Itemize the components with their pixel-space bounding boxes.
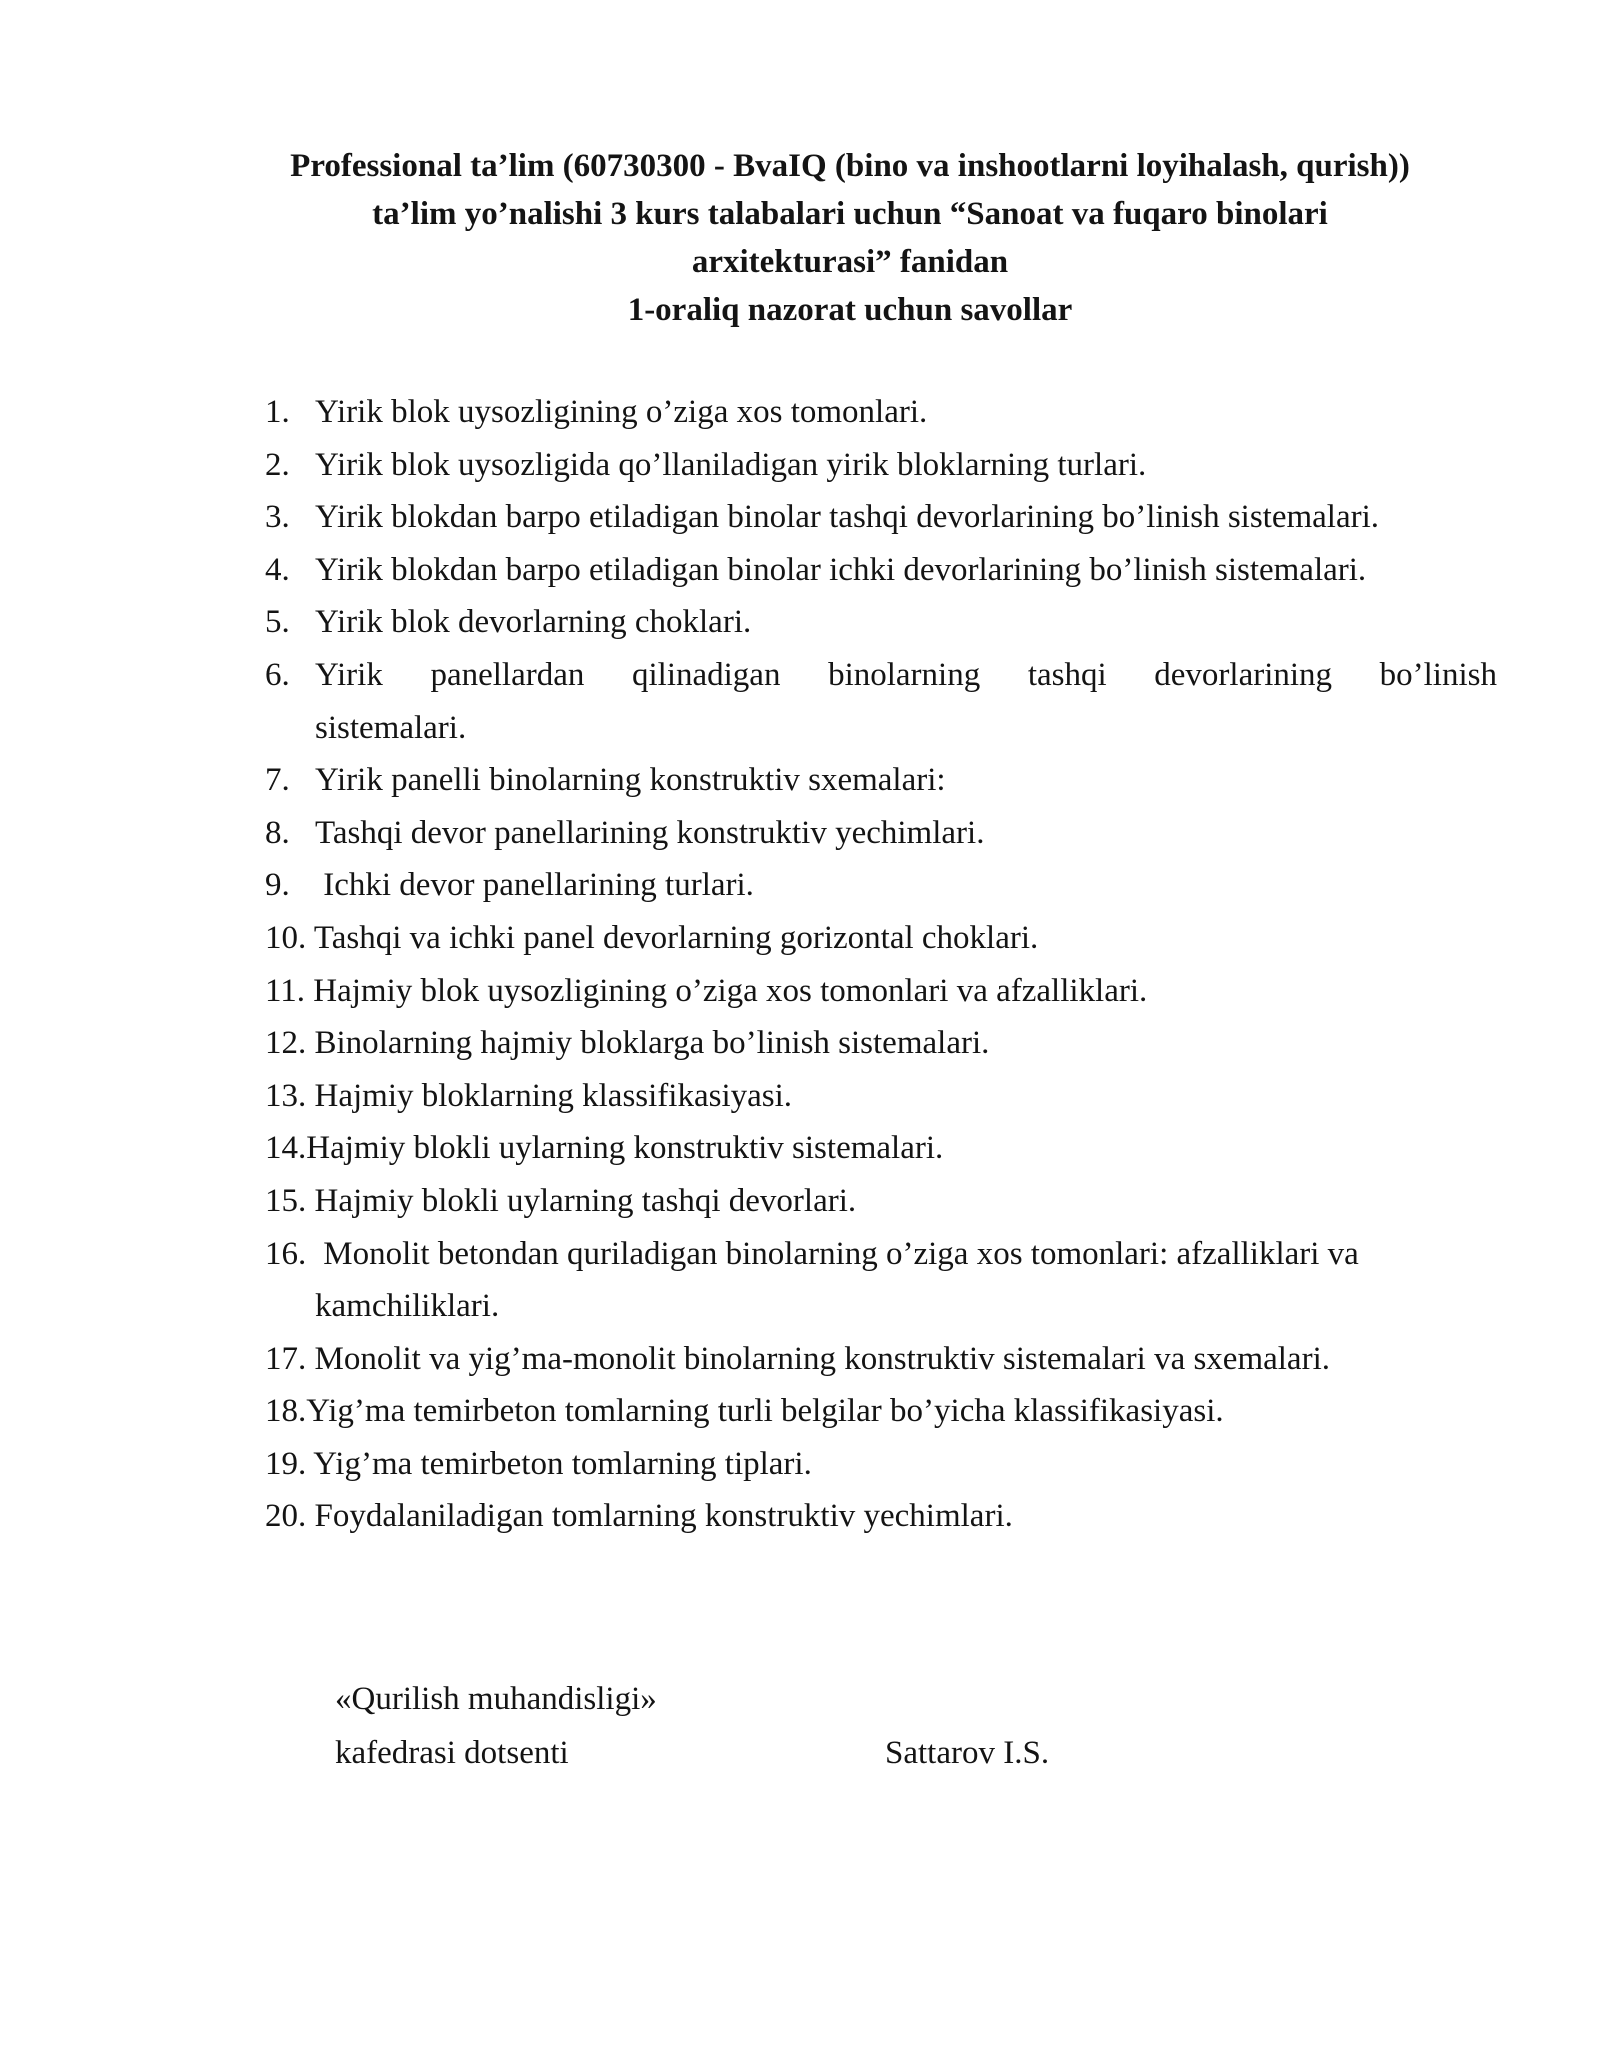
question-item: [265, 754, 1497, 807]
question-list: [265, 386, 1497, 1543]
question-item: [265, 491, 1497, 544]
question-item: [265, 1017, 1497, 1070]
position-title: kafedrasi dotsenti: [335, 1735, 569, 1771]
question-number: 5.: [265, 604, 290, 641]
question-number: 4.: [265, 551, 290, 588]
question-item: [265, 1333, 1497, 1386]
question-text: Ichki devor panellarining turlari.: [315, 867, 754, 904]
question-number: 13.: [265, 1077, 307, 1114]
department-name: «Qurilish muhandisligi»: [335, 1681, 657, 1717]
question-item: [265, 544, 1497, 597]
question-text: Tashqi devor panellarining konstruktiv yechimlari.: [315, 814, 985, 851]
question-text: Hajmiy bloklarning klassifikasiyasi.: [314, 1077, 793, 1114]
question-item: [265, 1490, 1497, 1543]
question-item: [265, 649, 1497, 754]
question-item: [265, 965, 1497, 1018]
question-number: 11.: [265, 972, 306, 1009]
question-item: [265, 1122, 1497, 1175]
question-number: 1.: [265, 394, 290, 430]
question-number: 16.: [265, 1235, 307, 1272]
question-text: Yirik panellardan qilinadigan binolarning tashqi devorlarining bo’linish: [315, 656, 1497, 693]
question-text: Foydalaniladigan tomlarning konstruktiv yechimlari.: [314, 1498, 1013, 1535]
title-line-2: ta’lim yo’nalishi 3 kurs talabalari uchun “Sanoat va fuqaro binolari: [372, 196, 1328, 232]
question-number: 14.: [265, 1130, 307, 1167]
title-line-3: arxitekturasi” fanidan: [691, 244, 1009, 280]
question-text: Hajmiy blokli uylarning tashqi devorlari.: [314, 1182, 857, 1219]
question-number: 19.: [265, 1445, 307, 1482]
question-item: [265, 439, 1497, 492]
question-number: 20.: [265, 1498, 307, 1535]
document-title: [200, 142, 1500, 334]
question-item: [265, 912, 1497, 965]
question-text: Monolit betondan quriladigan binolarning o’ziga xos tomonlari: afzalliklari va: [315, 1235, 1359, 1272]
question-text: Yirik panelli binolarning konstruktiv sxemalari:: [315, 762, 946, 799]
question-text: Hajmiy blok uysozligining o’ziga xos tomonlari va afzalliklari.: [313, 972, 1148, 1009]
question-number: 8.: [265, 814, 290, 851]
question-item: [265, 386, 1497, 439]
question-text-continuation: kamchiliklari.: [315, 1288, 500, 1325]
question-item: [265, 1438, 1497, 1491]
question-text-continuation: sistemalari.: [315, 709, 467, 746]
question-number: 12.: [265, 1025, 307, 1062]
question-number: 2.: [265, 446, 290, 483]
question-item: [265, 1385, 1497, 1438]
question-item: [265, 596, 1497, 649]
question-number: 9.: [265, 867, 290, 904]
question-item: [265, 1070, 1497, 1123]
signature-block: [335, 1672, 1049, 1780]
question-item: [265, 1228, 1497, 1333]
question-number: 7.: [265, 762, 290, 799]
question-text: Tashqi va ichki panel devorlarning gorizontal choklari.: [313, 919, 1039, 956]
question-text: Yig’ma temirbeton tomlarning turli belgilar bo’yicha klassifikasiyasi.: [306, 1393, 1224, 1430]
question-item: [265, 1175, 1497, 1228]
question-number: 15.: [265, 1182, 307, 1219]
question-number: 6.: [265, 656, 290, 693]
question-text: Binolarning hajmiy bloklarga bo’linish sistemalari.: [314, 1025, 990, 1062]
question-text: Yirik blokdan barpo etiladigan binolar tashqi devorlarining bo’linish sistemalari.: [315, 499, 1380, 536]
question-text: Yirik blok devorlarning choklari.: [315, 604, 752, 641]
question-text: Yirik blokdan barpo etiladigan binolar ichki devorlarining bo’linish sistemalari.: [315, 551, 1367, 588]
question-number: 3.: [265, 499, 290, 536]
question-text: Yig’ma temirbeton tomlarning tiplari.: [313, 1445, 812, 1482]
question-number: 17.: [265, 1340, 307, 1377]
author-name: Sattarov I.S.: [885, 1735, 1050, 1771]
question-item: [265, 859, 1497, 912]
question-number: 18.: [265, 1393, 307, 1430]
question-text: Yirik blok uysozligida qo’llaniladigan yirik bloklarning turlari.: [315, 446, 1147, 483]
question-item: [265, 807, 1497, 860]
title-line-4: 1-oraliq nazorat uchun savollar: [627, 292, 1073, 328]
question-text: Hajmiy blokli uylarning konstruktiv sistemalari.: [306, 1130, 944, 1167]
question-text: Yirik blok uysozligining o’ziga xos tomonlari.: [315, 394, 928, 430]
question-number: 10.: [265, 919, 307, 956]
title-line-1: Professional ta’lim (60730300 - BvaIQ (bino va inshootlarni loyihalash, qurish)): [290, 148, 1410, 184]
question-text: Monolit va yig’ma-monolit binolarning konstruktiv sistemalari va sxemalari.: [314, 1340, 1330, 1377]
